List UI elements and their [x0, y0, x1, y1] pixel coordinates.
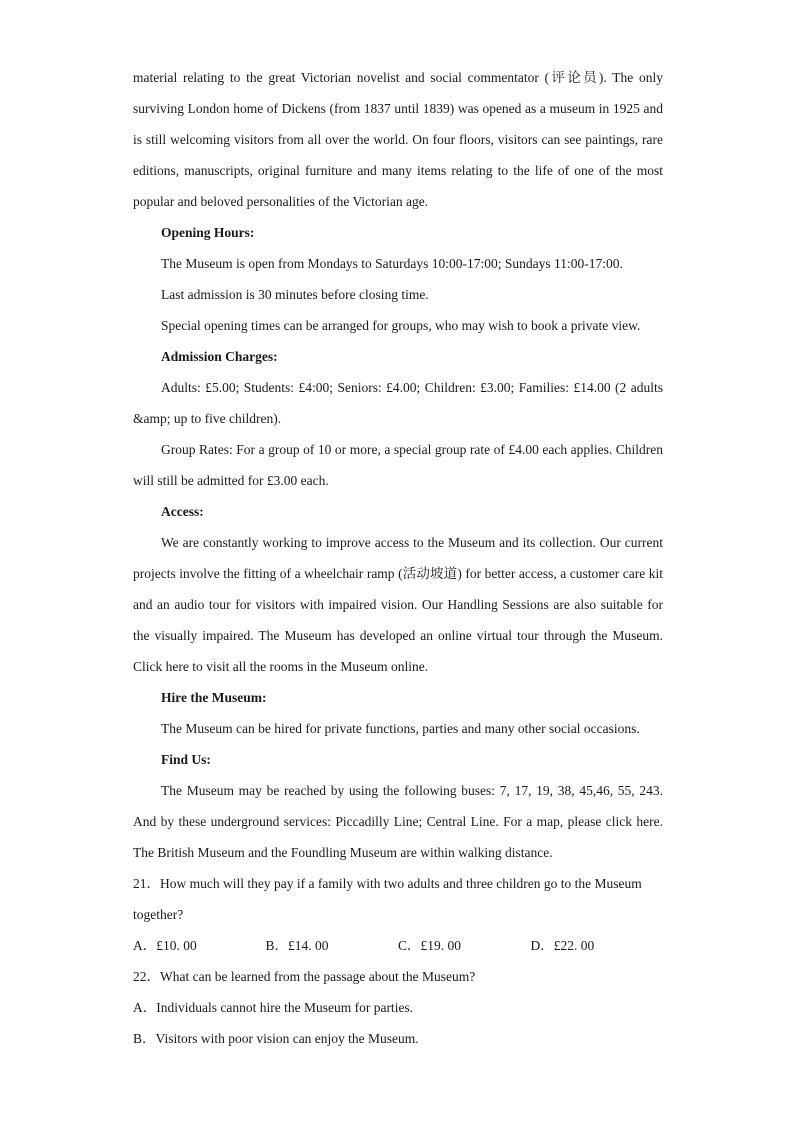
opening-hours-line: Last admission is 30 minutes before closing time. — [161, 287, 429, 302]
hire-paragraph: The Museum can be hired for private functions, parties and many other social occasions. — [161, 721, 640, 736]
option-b: B．£14. 00 — [265, 938, 329, 953]
find-us-heading: Find Us: — [161, 752, 211, 767]
intro-paragraph: material relating to the great Victorian novelist and social commentator (评论员). The only surviving London home of Dickens (from 1837 until 1839) was opened as a museum in 1925 and is still welcoming visitors from all over the world. On four floors, visitors can see paintings, rare editions, manuscripts, original furniture and many items relating to the life of one of the most popular and beloved personalities of the Victorian age. — [133, 70, 663, 209]
group-rates: Group Rates: For a group of 10 or more, a special group rate of £4.00 each applies. Children will still be admitted for £3.00 each. — [133, 442, 663, 488]
option-a: A．£10. 00 — [133, 938, 197, 953]
option-d: D．£22. 00 — [530, 938, 595, 953]
option-b: B．Visitors with poor vision can enjoy the Museum. — [133, 1031, 419, 1046]
hire-heading: Hire the Museum: — [161, 690, 267, 705]
opening-hours-line: Special opening times can be arranged for groups, who may wish to book a private view. — [161, 318, 641, 333]
question-21-options — [133, 930, 663, 961]
opening-hours-heading: Opening Hours: — [161, 225, 255, 240]
find-us-paragraph: The Museum may be reached by using the following buses: 7, 17, 19, 38, 45,46, 55, 243. And by these underground services: Piccadilly Line; Central Line. For a map, please click here. The British Museum and the Foundling Museum are within walking distance. — [133, 783, 663, 860]
access-heading: Access: — [161, 504, 204, 519]
opening-hours-line: The Museum is open from Mondays to Saturdays 10:00-17:00; Sundays 11:00-17:00. — [161, 256, 623, 271]
access-paragraph: We are constantly working to improve access to the Museum and its collection. Our current projects involve the fitting of a wheelchair ramp (活动坡道) for better access, a customer care kit and an audio tour for visitors with impaired vision. Our Handling Sessions are also suitable for the visually impaired. The Museum has developed an online virtual tour through the Museum. Click here to visit all the rooms in the Museum online. — [133, 535, 663, 674]
document-page — [133, 62, 663, 1054]
admission-heading: Admission Charges: — [161, 349, 278, 364]
question-21: 21．How much will they pay if a family with two adults and three children go to the Museum together? — [133, 876, 642, 922]
question-22: 22．What can be learned from the passage about the Museum? — [133, 969, 476, 984]
admission-charges: Adults: £5.00; Students: £4:00; Seniors: £4.00; Children: £3.00; Families: £14.00 (2 adults &amp; up to five children). — [133, 380, 663, 426]
option-c: C．£19. 00 — [398, 938, 462, 953]
option-a: A．Individuals cannot hire the Museum for parties. — [133, 1000, 414, 1015]
